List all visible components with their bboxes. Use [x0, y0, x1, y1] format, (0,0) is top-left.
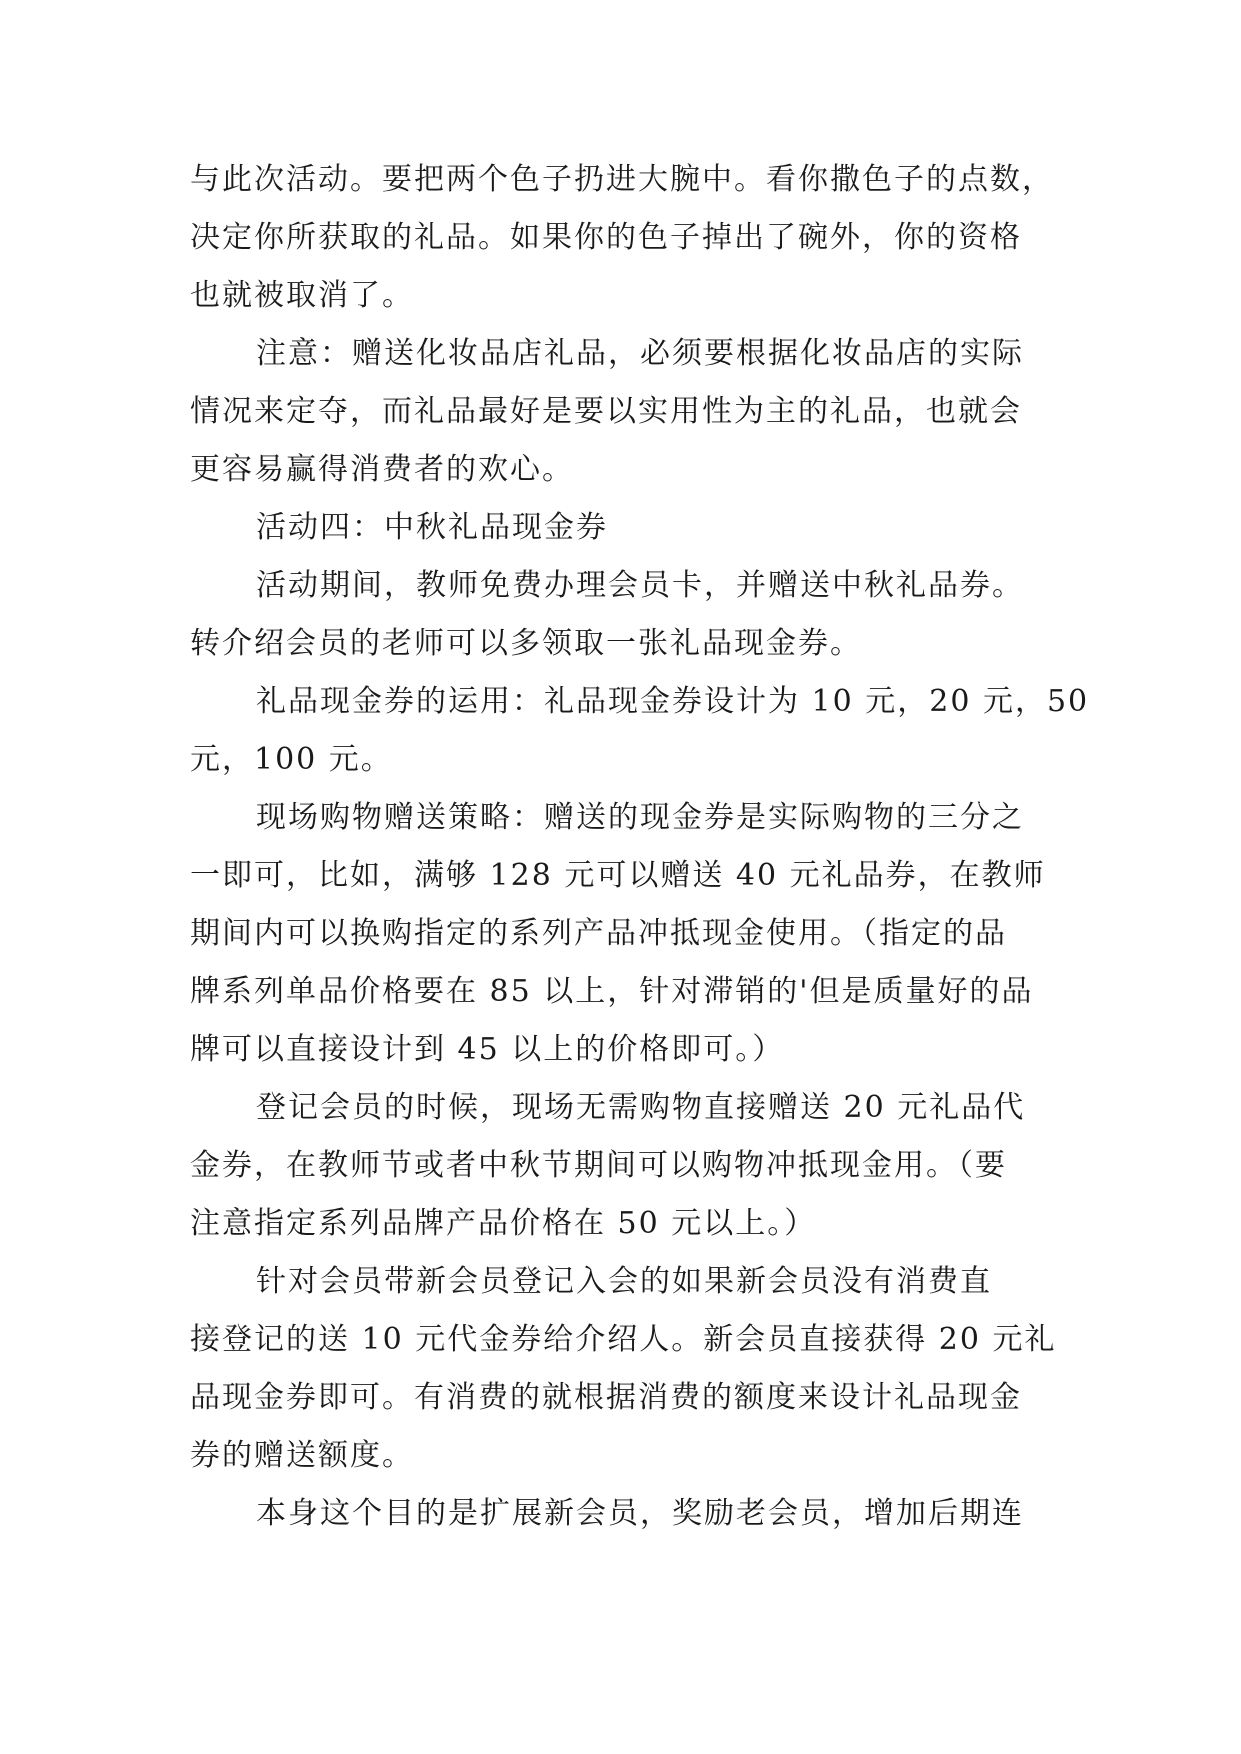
text-line: 注意指定系列品牌产品价格在 50 元以上。）	[190, 1206, 817, 1241]
text-line: 期间内可以换购指定的系列产品冲抵现金使用。（指定的品	[190, 916, 1007, 951]
text-line: 决定你所获取的礼品。如果你的色子掉出了碗外，你的资格	[190, 220, 1022, 255]
paragraph-start-line: 登记会员的时候，现场无需购物直接赠送 20 元礼品代	[256, 1090, 1026, 1125]
text-line: 情况来定夺，而礼品最好是要以实用性为主的礼品，也就会	[190, 394, 1022, 429]
text-line: 一即可，比如，满够 128 元可以赠送 40 元礼品券，在教师	[190, 858, 1046, 893]
text-line: 接登记的送 10 元代金券给介绍人。新会员直接获得 20 元礼	[190, 1322, 1057, 1357]
paragraph-start-line: 礼品现金券的运用：礼品现金券设计为 10 元，20 元，50	[256, 684, 1090, 719]
paragraph-start-line: 活动期间，教师免费办理会员卡，并赠送中秋礼品券。	[256, 568, 1024, 603]
paragraph-start-line: 本身这个目的是扩展新会员，奖励老会员，增加后期连	[256, 1496, 1024, 1531]
text-line: 与此次活动。要把两个色子扔进大腕中。看你撒色子的点数，	[190, 162, 1054, 197]
paragraph-start-line: 针对会员带新会员登记入会的如果新会员没有消费直	[256, 1264, 992, 1299]
text-line: 更容易赢得消费者的欢心。	[190, 452, 574, 487]
section-heading: 活动四：中秋礼品现金券	[256, 510, 608, 545]
text-line: 品现金券即可。有消费的就根据消费的额度来设计礼品现金	[190, 1380, 1022, 1415]
text-line: 券的赠送额度。	[190, 1438, 414, 1473]
text-line: 也就被取消了。	[190, 278, 414, 313]
body-text	[190, 151, 1090, 1543]
text-line: 牌可以直接设计到 45 以上的价格即可。）	[190, 1032, 785, 1067]
text-line: 转介绍会员的老师可以多领取一张礼品现金券。	[190, 626, 862, 661]
text-line: 牌系列单品价格要在 85 以上，针对滞销的'但是质量好的品	[190, 974, 1034, 1009]
paragraph-start-line: 注意：赠送化妆品店礼品，必须要根据化妆品店的实际	[256, 336, 1024, 371]
text-line: 元，100 元。	[190, 742, 393, 777]
text-line: 金券，在教师节或者中秋节期间可以购物冲抵现金用。（要	[190, 1148, 1007, 1183]
paragraph-start-line: 现场购物赠送策略：赠送的现金券是实际购物的三分之	[256, 800, 1024, 835]
